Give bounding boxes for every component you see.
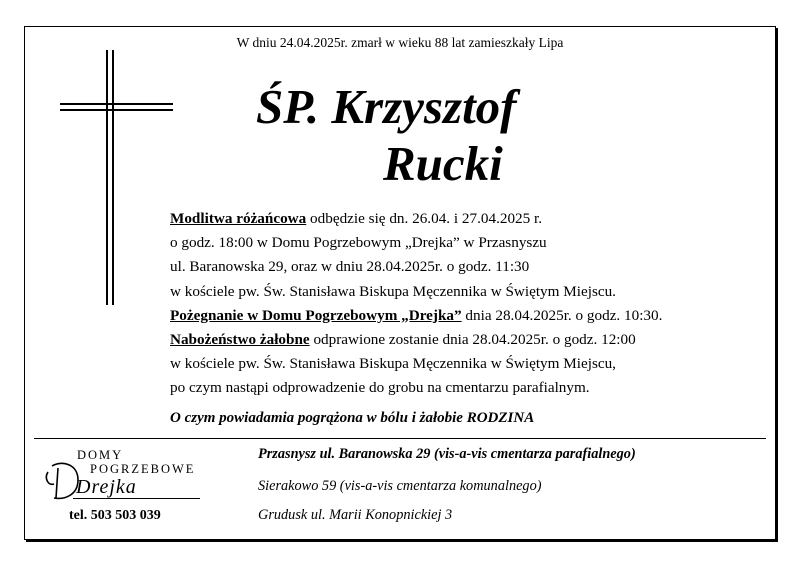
logo-domy: DOMY	[77, 448, 124, 462]
farewell-heading: Pożegnanie w Domu Pogrzebowym „Drejka”	[170, 306, 462, 324]
funeral-service-heading: Nabożeństwo żałobne	[170, 331, 310, 349]
rosary-heading: Modlitwa różańcowa	[170, 210, 307, 227]
address-grudusk: Grudusk ul. Marii Konopnickiej 3	[258, 507, 453, 523]
deceased-name-first: ŚP. Krzysztof	[256, 79, 517, 134]
cross-icon	[106, 50, 108, 305]
ceremony-details	[170, 207, 662, 401]
death-notice-header: W dniu 24.04.2025r. zmarł w wieku 88 lat zamieszkały Lipa	[236, 35, 564, 50]
address-sierakowo: Sierakowo 59 (vis-a-vis cmentarza komunalnego)	[258, 478, 542, 494]
farewell-line	[170, 304, 662, 328]
farewell-time: dnia 28.04.2025r. o godz. 10:30.	[461, 306, 663, 324]
cross-icon-bar	[60, 109, 173, 111]
cross-icon-line	[112, 50, 114, 305]
service-church: w kościele pw. Św. Stanisława Biskupa Męczennika w Świętym Miejscu,	[170, 355, 616, 373]
phone-number: tel. 503 503 039	[69, 508, 161, 523]
family-closing: O czym powiadamia pogrążona w bólu i żałobie RODZINA	[170, 410, 535, 426]
service-line	[170, 328, 662, 352]
deceased-name-last: Rucki	[383, 136, 503, 191]
cross-icon-bar	[60, 103, 173, 105]
logo-pogrzebowe: POGRZEBOWE	[90, 462, 196, 476]
address-przasnysz: Przasnysz ul. Baranowska 29 (vis-a-vis cmentarza parafialnego)	[258, 446, 636, 462]
rosary-dates: odbędzie się dn. 26.04. i 27.04.2025 r.	[306, 210, 543, 227]
rosary-address: ul. Baranowska 29, oraz w dniu 28.04.2025r. o godz. 11:30	[170, 258, 530, 276]
church-location: w kościele pw. Św. Stanisława Biskupa Męczennika w Świętym Miejscu.	[170, 282, 616, 300]
burial-info: po czym nastąpi odprowadzenie do grobu na cmentarzu parafialnym.	[170, 379, 590, 397]
divider	[34, 438, 766, 439]
rosary-line	[170, 207, 662, 231]
rosary-time: o godz. 18:00 w Domu Pogrzebowym „Drejka” w Przasnyszu	[170, 234, 547, 252]
logo-d-swash-icon	[44, 458, 84, 503]
funeral-service-time: odprawione zostanie dnia 28.04.2025r. o godz. 12:00	[309, 331, 636, 349]
logo-drejka: Drejka	[76, 476, 137, 498]
logo-underline	[73, 498, 200, 499]
